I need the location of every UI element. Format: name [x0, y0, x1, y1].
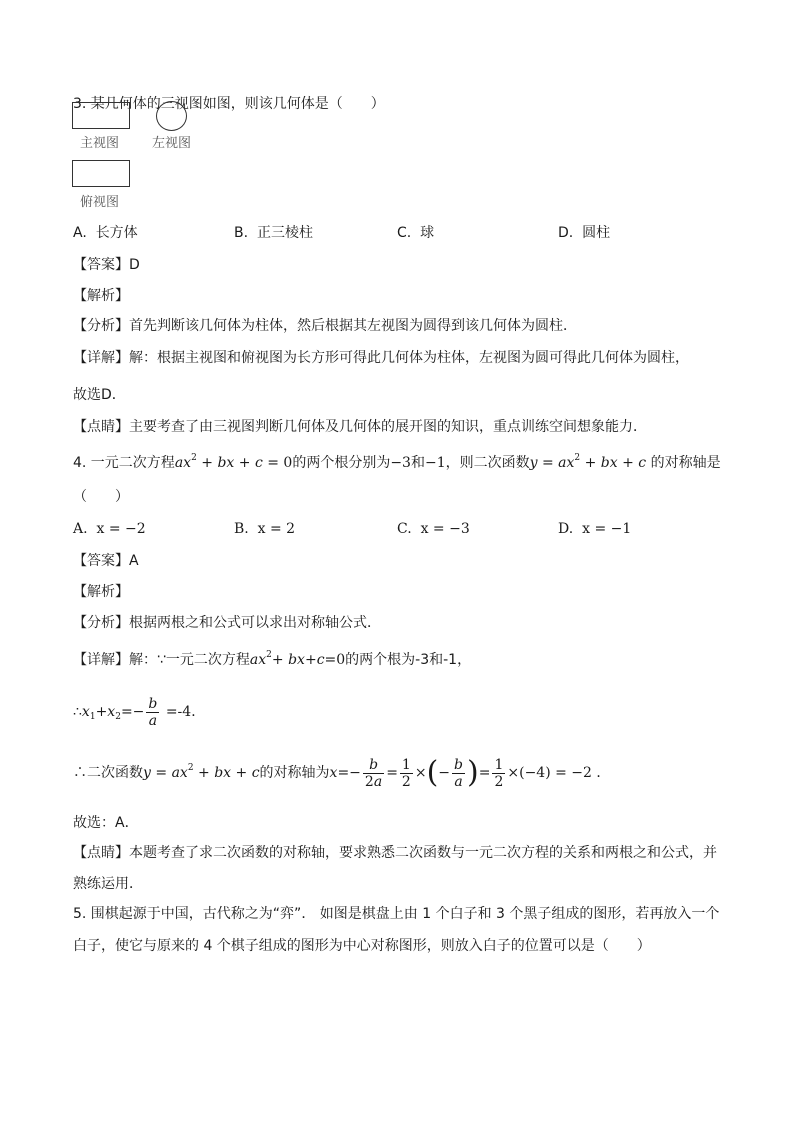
option-text: x = −3 — [420, 521, 470, 537]
option-letter: D. — [558, 225, 574, 241]
q4-stem-paren: （ ） — [73, 489, 129, 505]
answer-tag: 【答案】 — [73, 553, 129, 569]
option-text: 长方体 — [95, 225, 138, 241]
left-view-label: 左视图 — [152, 136, 192, 151]
q3-stem: 3. 某几何体的三视图如图，则该几何体是（ ） — [73, 96, 385, 112]
q4-sum-formula: $\therefore x_1+x_2=-$ $\frac{b}{a}$ =-4． — [73, 695, 206, 729]
q3-option-c — [397, 223, 434, 243]
q4-axis-formula: ∴二次函数$y = ax^2$ + bx + c的对称轴为x=− $\frac{b}{2a}$ = $\frac{1}{2}$ ×(− $\frac{b}{a}$ )= $\frac{1}{2}$ ×(−4) = −2 ． — [73, 755, 611, 790]
q4-comment-cont: 熟练运用． — [73, 876, 143, 892]
q4-comment — [73, 843, 717, 863]
stem-part: 的两个根分别为 — [292, 455, 391, 471]
q3-choose: 故选D． — [73, 387, 126, 403]
comment-text: 本题考查了求二次函数的对称轴，要求熟悉二次函数与一元二次方程的关系和两根之和公式，并 — [129, 845, 717, 861]
option-letter: A. — [73, 521, 88, 537]
sum-result: =-4． — [165, 704, 206, 720]
q3-analysis-tag: 【解析】 — [73, 288, 129, 304]
option-text: x = −2 — [96, 521, 146, 537]
option-text: 正三棱柱 — [256, 225, 313, 241]
fraction-one-half: $\frac{1}{2}$ — [401, 756, 411, 790]
option-text: 圆柱 — [582, 225, 611, 241]
q4-answer — [73, 551, 139, 571]
q3-option-a — [73, 223, 138, 243]
answer-tag: 【答案】 — [73, 257, 129, 273]
q3-fenxi — [73, 316, 577, 336]
fenxi-text: 首先判断该几何体为柱体，然后根据其左视图为圆得到该几何体为圆柱． — [129, 318, 577, 334]
option-letter: C. — [397, 225, 412, 241]
answer-value: D — [129, 257, 140, 273]
q5-stem-line1: 5. 围棋起源于中国，古代称之为“弈”． 如图是棋盘上由 1 个白子和 3 个黑子组成的图形，若再放入一个 — [73, 906, 720, 922]
answer-value: A — [129, 553, 139, 569]
equation: $ax^2+ bx+c=0$ — [249, 650, 346, 668]
front-view-rectangle — [72, 102, 130, 129]
comment-tag: 【点睛】 — [73, 845, 129, 861]
axis-result: = −2 ． — [555, 765, 611, 781]
q4-stem — [73, 453, 721, 473]
q4-fenxi — [73, 613, 381, 633]
function: $y = ax^2$ + bx + c — [529, 453, 647, 471]
fenxi-tag: 【分析】 — [73, 615, 129, 631]
fraction-one-half: $\frac{1}{2}$ — [494, 756, 504, 790]
fraction-b-over-a: $\frac{b}{a}$ — [454, 756, 463, 790]
roots: −3和−1 — [390, 455, 446, 471]
q3-detail — [73, 348, 689, 368]
comment-text: 主要考查了由三视图判断几何体及几何体的展开图的知识，重点训练空间想象能力． — [129, 419, 647, 435]
option-text: x = −1 — [582, 521, 632, 537]
fenxi-tag: 【分析】 — [73, 318, 129, 334]
q4-option-c — [397, 519, 470, 539]
q4-analysis-tag: 【解析】 — [73, 584, 129, 600]
fenxi-text: 根据两根之和公式可以求出对称轴公式． — [129, 615, 381, 631]
left-view-circle — [156, 101, 187, 131]
option-text: x = 2 — [257, 521, 296, 537]
top-view-label: 俯视图 — [80, 195, 120, 210]
detail-tag: 【详解】 — [73, 652, 129, 668]
detail-text: 的两个根为-3和-1， — [345, 652, 472, 668]
option-text: 球 — [420, 225, 435, 241]
q4-detail — [73, 650, 471, 670]
axis-mid: 的对称轴为 — [259, 765, 330, 781]
fraction-b-over-a: $\frac{b}{a}$ — [148, 695, 158, 729]
q4-choose: 故选：A． — [73, 815, 139, 831]
option-letter: B. — [234, 521, 249, 537]
q4-option-d — [558, 519, 631, 539]
q5-stem-line2: 白子，使它与原来的 4 个棋子组成的图形为中心对称图形，则放入白子的位置可以是（ ） — [73, 938, 651, 954]
stem-part: 4. 一元二次方程 — [73, 455, 175, 471]
detail-tag: 【详解】 — [73, 350, 129, 366]
q3-comment — [73, 417, 647, 437]
stem-part: 的对称轴是 — [646, 455, 721, 471]
q3-option-d — [558, 223, 610, 243]
detail-text: 解：∵一元二次方程 — [129, 652, 250, 668]
fraction-b-over-2a: $\frac{b}{2a}$ — [364, 756, 383, 790]
option-letter: B. — [234, 225, 249, 241]
stem-part: ，则二次函数 — [445, 455, 530, 471]
option-letter: A. — [73, 225, 87, 241]
option-letter: D. — [558, 521, 574, 537]
top-view-rectangle — [72, 160, 130, 187]
detail-text: 解：根据主视图和俯视图为长方形可得此几何体为柱体，左视图为圆可得此几何体为圆柱， — [129, 350, 689, 366]
front-view-label: 主视图 — [80, 136, 120, 151]
axis-prefix: ∴二次函数 — [73, 765, 143, 781]
q3-answer — [73, 255, 140, 275]
comment-tag: 【点睛】 — [73, 419, 129, 435]
q4-option-a — [73, 519, 146, 539]
equation: $ax^2$ + bx + c = 0 — [174, 453, 293, 471]
option-letter: C. — [397, 521, 412, 537]
q3-option-b — [234, 223, 313, 243]
q4-option-b — [234, 519, 295, 539]
